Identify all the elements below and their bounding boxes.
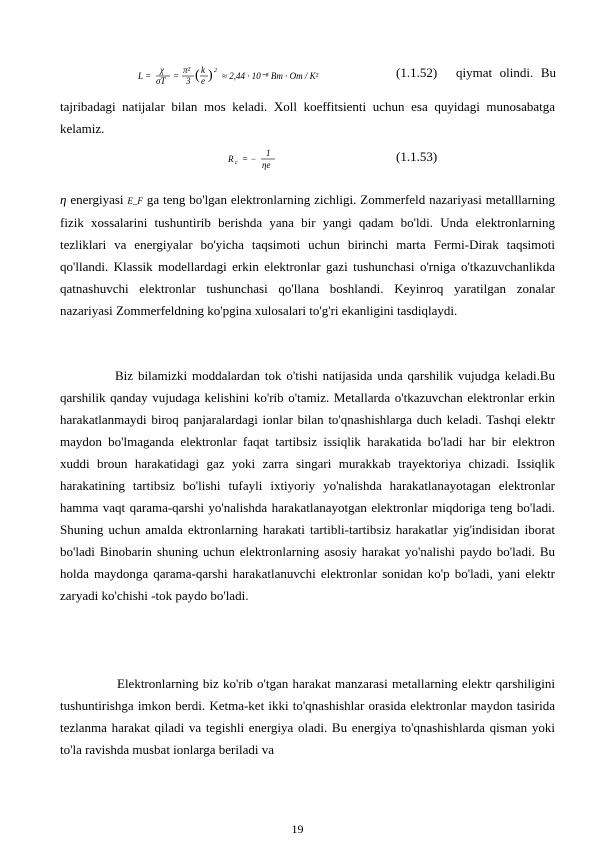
hall-formula-graphic	[228, 148, 288, 170]
svg-text:=: =	[173, 71, 180, 81]
svg-text:π²: π²	[183, 66, 191, 75]
lorenz-formula-graphic	[138, 66, 350, 86]
paragraph-hall-intro	[60, 96, 555, 140]
svg-text:χ: χ	[160, 66, 164, 75]
svg-text:): )	[208, 68, 213, 83]
paragraph-electron-motion	[60, 673, 555, 761]
page-number: 19	[291, 822, 304, 836]
equation-trailing-text: qiymat olindi. Bu	[456, 65, 556, 80]
svg-text:2: 2	[214, 68, 217, 74]
svg-text:e: e	[201, 76, 205, 86]
svg-text:ηe: ηe	[262, 160, 271, 170]
hall-coefficient-formula	[228, 148, 288, 172]
equation-number: (1.1.53)	[396, 149, 438, 164]
svg-text:R: R	[228, 154, 234, 164]
svg-text:3: 3	[186, 76, 191, 86]
equation-row-1	[0, 62, 595, 86]
svg-text:= −: = −	[242, 154, 257, 164]
equation-number: (1.1.52)	[396, 65, 438, 80]
paragraph-rest: ga teng bo'lgan elektronlarning zichligi. Zommerfeld nazariyasi metalllarning fizik xossalarini tushuntirib berishda yana bir yangi qadam bo'ldi. Unda elektronlarning tezliklari va energiyalar bo'yicha taqsimoti uchun birinchi marta Fermi-Dirak taqsimoti qo'llandi. Klassik modellardagi erkin elektronlar gazi tushunchasi o'rniga o'tkazuvchanlikda qatnashuvchi elektronlar tushunchasi qo'llana boshlandi. Keyinroq yaratilgan zonalar nazariyasi Zommerfeldning ko'pgina xulosalari to'g'ri ekanligini tasdiqlaydi.	[60, 192, 556, 318]
svg-text:(: (	[195, 68, 200, 83]
fermi-energy-symbol: E_F	[127, 196, 143, 206]
svg-text:≈ 2,44 · 10⁻⁸ Bm · Om / K²: ≈ 2,44 · 10⁻⁸ Bm · Om / K²	[222, 71, 319, 81]
svg-text:c: c	[235, 160, 238, 166]
svg-text:k: k	[201, 66, 205, 75]
paragraph-resistance	[60, 365, 555, 607]
eta-symbol: η	[60, 192, 67, 207]
paragraph-text: tajribadagi natijalar bilan mos keladi. Xoll koeffitsienti uchun esa quyidagi munosabatga kelamiz.	[60, 99, 555, 136]
svg-text:σT: σT	[156, 76, 166, 86]
lorenz-number-formula	[138, 66, 350, 88]
paragraph-sommerfeld	[60, 189, 555, 322]
svg-text:L =: L =	[138, 71, 152, 81]
equation-row-2	[0, 146, 595, 170]
paragraph-text: Elektronlarning biz ko'rib o'tgan harakat manzarasi metallarning elektr qarshiligini tushuntirishga imkon berdi. Ketma-ket ikki to'qnashishlar orasida elektronlar maydon tasirida tezlanma harakat qiladi va tegishli energiya oladi. Bu energiya to'qnashishlarda qisman yoki to'la ravishda musbat ionlarga beriladi va	[60, 676, 555, 757]
paragraph-lead: energiyasi	[70, 192, 124, 207]
paragraph-text	[60, 189, 555, 322]
paragraph-text: Biz bilamizki moddalardan tok o'tishi natijasida unda qarshilik vujudga keladi.Bu qarshilik qanday vujudaga kelishini ko'rib o'tamiz. Metallarda o'tkazuvchan elektronlar erkin harakatlanmaydi biroq panjaralardagi ionlar bilan to'qnashishlarga duch keladi. Tashqi elektr maydon bo'lmaganda elektronlar faqat tartibsiz issiqlik harakatida bo'ladi har bir elektron xuddi broun harakatidagi gaz yoki zarra singari murakkab trayektoriya chizadi. Issiqlik harakatining tartibsiz bo'lishi tufayli ixtiyoriy yo'nalishda harakatlanayotagan elektronlar hamma vaqt qarama-qarshi yo'nalishda harakatlanayotgan elektronlar miqdoriga teng bo'ladi. Shuning uchun amalda ektronlarning harakati tartibli-tartibsiz harakatlar yig'indisidan iborat bo'ladi Binobarin shuning uchun elektronlarning asosiy harakat yo'nalishi paydo bo'ladi. Bu holda maydonga qarama-qarshi harakatlanuvchi elektronlar sonidan ko'p bo'ladi, yani elektr zaryadi ko'chishi -tok paydo bo'ladi.	[60, 368, 555, 603]
svg-text:1: 1	[266, 148, 271, 158]
